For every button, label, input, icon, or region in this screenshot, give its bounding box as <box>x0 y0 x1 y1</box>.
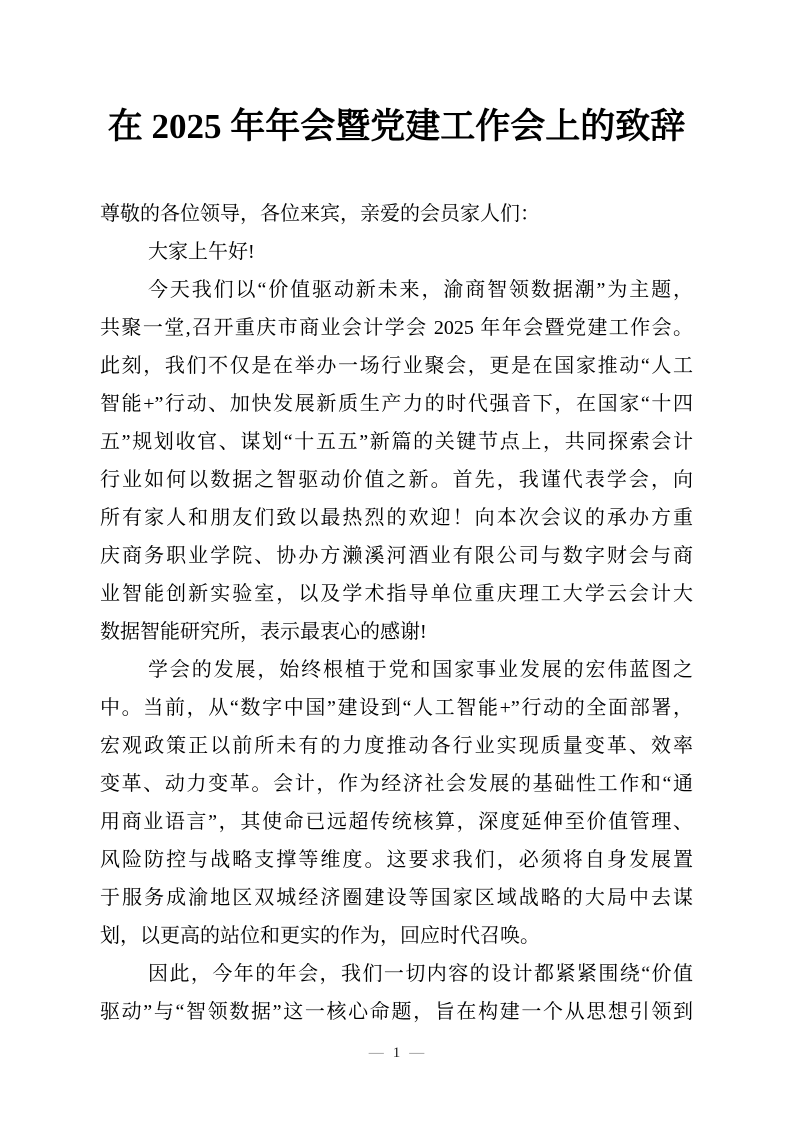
body-line: 宏观政策正以前所未有的力度推动各行业实现质量变革、效率 <box>100 735 693 757</box>
body-line: 数据智能研究所，表示最衷心的感谢! <box>100 621 427 643</box>
body-line: 于服务成渝地区双城经济圈建设等国家区域战略的大局中去谋 <box>100 887 693 909</box>
body-line: 业智能创新实验室，以及学术指导单位重庆理工大学云会计大 <box>100 583 693 605</box>
body-line: 此刻，我们不仅是在举办一场行业聚会，更是在国家推动“人工 <box>100 355 693 377</box>
body-line: 五”规划收官、谋划“十五五”新篇的关键节点上，共同探索会计 <box>100 431 693 453</box>
page-footer <box>0 1044 793 1062</box>
body-line: 智能+”行动、加快发展新质生产力的时代强音下，在国家“十四 <box>100 393 693 415</box>
body-line: 风险防控与战略支撑等维度。这要求我们，必须将自身发展置 <box>100 849 693 871</box>
body-line: 划，以更高的站位和更实的作为，回应时代召唤。 <box>100 925 540 947</box>
body-line: 今天我们以“价值驱动新未来，渝商智领数据潮”为主题， <box>148 279 693 301</box>
footer-dash-left: — <box>368 1045 384 1061</box>
body-line: 学会的发展，始终根植于党和国家事业发展的宏伟蓝图之 <box>148 659 693 681</box>
body-line: 驱动”与“智领数据”这一核心命题，旨在构建一个从思想引领到 <box>100 1001 693 1023</box>
body-line: 所有家人和朋友们致以最热烈的欢迎！向本次会议的承办方重 <box>100 507 693 529</box>
body-line: 用商业语言”，其使命已远超传统核算，深度延伸至价值管理、 <box>100 811 693 833</box>
body-line: 庆商务职业学院、协办方濑溪河酒业有限公司与数字财会与商 <box>100 545 693 567</box>
body-line: 中。当前，从“数字中国”建设到“人工智能+”行动的全面部署， <box>100 697 693 719</box>
document-title: 在 2025 年年会暨党建工作会上的致辞 <box>107 107 686 146</box>
footer-page-number: 1 <box>392 1045 401 1061</box>
document-body <box>100 195 693 1031</box>
body-line: 行业如何以数据之智驱动价值之新。首先，我谨代表学会，向 <box>100 469 693 491</box>
salutation-line: 尊敬的各位领导，各位来宾，亲爱的会员家人们： <box>100 203 540 225</box>
body-line: 因此，今年的年会，我们一切内容的设计都紧紧围绕“价值 <box>148 963 693 985</box>
footer-dash-right: — <box>409 1045 425 1061</box>
body-line: 变革、动力变革。会计，作为经济社会发展的基础性工作和“通 <box>100 773 693 795</box>
body-line: 大家上午好! <box>148 241 255 263</box>
body-line: 共聚一堂,召开重庆市商业会计学会 2025 年年会暨党建工作会。 <box>100 317 693 339</box>
